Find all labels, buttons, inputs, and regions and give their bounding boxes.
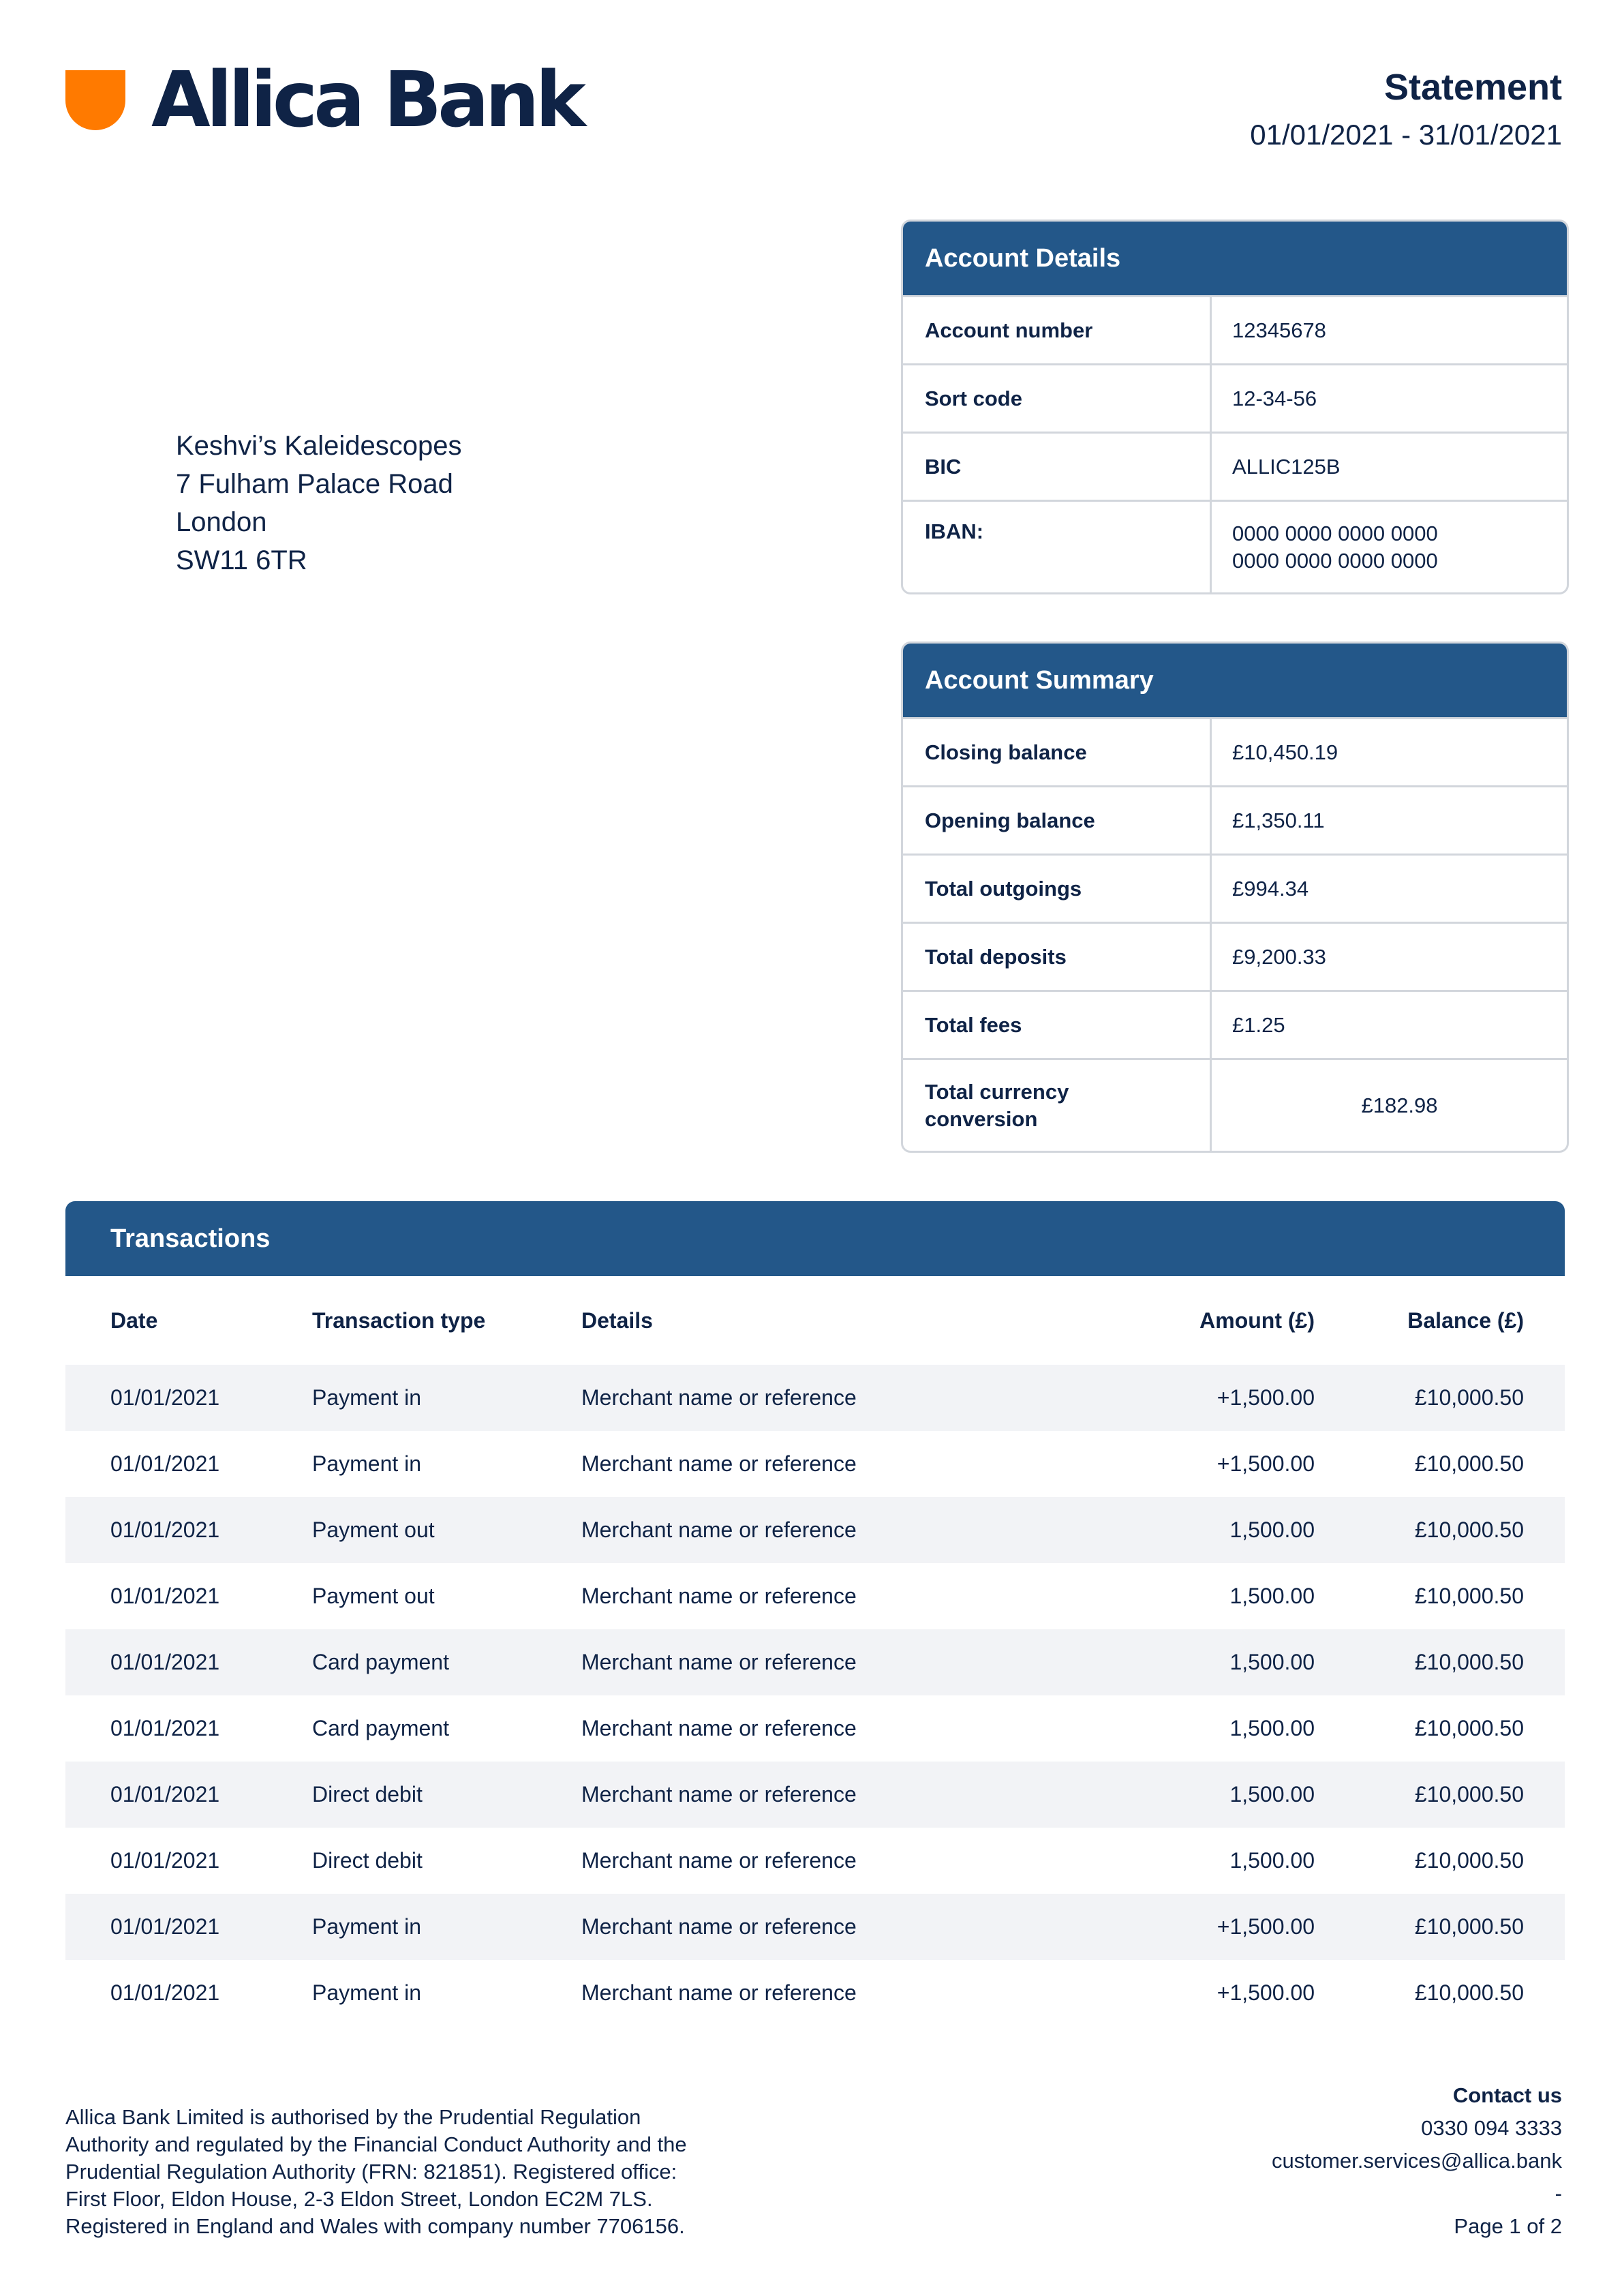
row-label: Total deposits: [903, 924, 1212, 990]
row-value: ALLIC125B: [1232, 454, 1341, 479]
row-label: Account number: [903, 297, 1212, 363]
cell-details: Merchant name or reference: [581, 1716, 857, 1740]
cell-date: 01/01/2021: [110, 1584, 220, 1608]
cell-balance: £10,000.50: [1414, 1584, 1524, 1608]
contact-email: customer.services@allica.bank: [1271, 2149, 1562, 2173]
table-row: [65, 1431, 1565, 1497]
cell-balance: £10,000.50: [1414, 1650, 1524, 1674]
cell-amount: 1,500.00: [1229, 1517, 1315, 1542]
row-label: IBAN:: [903, 502, 1212, 592]
table-row: [903, 432, 1567, 500]
cell-date: 01/01/2021: [110, 1650, 220, 1674]
cell-type: Payment out: [312, 1517, 435, 1542]
row-value: 12345678: [1232, 318, 1326, 342]
cell-balance: £10,000.50: [1414, 1782, 1524, 1807]
cell-type: Direct debit: [312, 1782, 423, 1807]
table-row: [903, 990, 1567, 1058]
row-label: BIC: [903, 434, 1212, 500]
row-label: Closing balance: [903, 719, 1212, 785]
bank-logo: [65, 56, 582, 145]
address-line: London: [176, 507, 267, 537]
cell-date: 01/01/2021: [110, 1385, 220, 1410]
shield-logo-icon: [65, 70, 125, 130]
row-value: £182.98: [1361, 1093, 1438, 1117]
row-value: £1,350.11: [1232, 808, 1325, 832]
cell-balance: £10,000.50: [1414, 1914, 1524, 1939]
row-label: Sort code: [903, 365, 1212, 432]
statement-title: Statement: [1383, 67, 1562, 108]
row-value: £1.25: [1232, 1012, 1285, 1037]
row-label-line: Total currency: [925, 1079, 1069, 1104]
cell-details: Merchant name or reference: [581, 1451, 857, 1476]
contact-separator: -: [1555, 2181, 1562, 2205]
cell-balance: £10,000.50: [1414, 1451, 1524, 1476]
cell-amount: 1,500.00: [1229, 1584, 1315, 1608]
account-summary-title: Account Summary: [903, 644, 1567, 717]
cell-type: Card payment: [312, 1716, 449, 1740]
cell-date: 01/01/2021: [110, 1914, 220, 1939]
row-value: £994.34: [1232, 876, 1309, 901]
row-label: Total fees: [903, 992, 1212, 1058]
cell-type: Payment in: [312, 1980, 422, 2005]
table-row: [903, 854, 1567, 922]
cell-details: Merchant name or reference: [581, 1385, 857, 1410]
cell-balance: £10,000.50: [1414, 1848, 1524, 1873]
cell-amount: +1,500.00: [1216, 1914, 1315, 1939]
cell-amount: 1,500.00: [1229, 1716, 1315, 1740]
table-row: [65, 1762, 1565, 1828]
address-line: SW11 6TR: [176, 545, 307, 575]
page-number: Page 1 of 2: [1454, 2214, 1562, 2238]
contact-title: Contact us: [1452, 2083, 1562, 2107]
transactions-title: Transactions: [65, 1201, 1565, 1276]
table-row: [65, 1563, 1565, 1629]
cell-details: Merchant name or reference: [581, 1782, 857, 1807]
cell-type: Card payment: [312, 1650, 449, 1674]
cell-details: Merchant name or reference: [581, 1848, 857, 1873]
iban-line: 0000 0000 0000 0000: [1232, 521, 1438, 545]
statement-period: 01/01/2021 - 31/01/2021: [1250, 119, 1562, 151]
cell-details: Merchant name or reference: [581, 1584, 857, 1608]
table-row: [65, 1960, 1565, 2026]
column-header-balance: Balance (£): [1407, 1308, 1524, 1333]
address-line: Keshvi’s Kaleidescopes: [176, 431, 462, 461]
statement-header: [1250, 64, 1562, 158]
legal-notice: [65, 2104, 856, 2240]
cell-details: Merchant name or reference: [581, 1517, 857, 1542]
column-header-date: Date: [110, 1308, 158, 1333]
column-header-amount: Amount (£): [1199, 1308, 1315, 1333]
cell-details: Merchant name or reference: [581, 1980, 857, 2005]
address-line: 7 Fulham Palace Road: [176, 469, 453, 499]
row-label: Opening balance: [903, 787, 1212, 854]
table-row: [903, 1058, 1567, 1151]
table-row: [903, 363, 1567, 432]
bank-name: Allica Bank: [151, 56, 582, 145]
legal-line: Registered in England and Wales with company number 7706156.: [65, 2214, 685, 2238]
cell-date: 01/01/2021: [110, 1782, 220, 1807]
row-label: Total outgoings: [903, 856, 1212, 922]
contact-block: [1272, 2079, 1562, 2243]
legal-line: Prudential Regulation Authority (FRN: 821851). Registered office:: [65, 2160, 677, 2184]
row-value: 12-34-56: [1232, 386, 1317, 410]
table-row: [903, 785, 1567, 854]
iban-line: 0000 0000 0000 0000: [1232, 548, 1438, 573]
account-details-title: Account Details: [903, 222, 1567, 295]
row-label: [903, 1060, 1212, 1151]
cell-amount: +1,500.00: [1216, 1451, 1315, 1476]
cell-type: Payment in: [312, 1914, 422, 1939]
table-row: [65, 1894, 1565, 1960]
cell-date: 01/01/2021: [110, 1716, 220, 1740]
row-value: £10,450.19: [1232, 740, 1338, 764]
table-row: [65, 1365, 1565, 1431]
account-summary-table: [901, 641, 1569, 1153]
legal-line: Authority and regulated by the Financial Conduct Authority and the: [65, 2132, 687, 2156]
cell-type: Payment in: [312, 1385, 422, 1410]
table-row: [903, 295, 1567, 363]
cell-date: 01/01/2021: [110, 1451, 220, 1476]
column-header-details: Details: [581, 1308, 653, 1333]
cell-type: Payment out: [312, 1584, 435, 1608]
table-row: [903, 500, 1567, 592]
row-value: £9,200.33: [1232, 944, 1326, 969]
row-label-line: conversion: [925, 1106, 1038, 1131]
legal-line: First Floor, Eldon House, 2-3 Eldon Street, London EC2M 7LS.: [65, 2187, 653, 2211]
table-row: [65, 1828, 1565, 1894]
legal-line: Allica Bank Limited is authorised by the Prudential Regulation: [65, 2105, 641, 2129]
table-row: [903, 717, 1567, 785]
account-details-table: [901, 220, 1569, 594]
cell-amount: +1,500.00: [1216, 1980, 1315, 2005]
cell-date: 01/01/2021: [110, 1517, 220, 1542]
cell-date: 01/01/2021: [110, 1848, 220, 1873]
cell-balance: £10,000.50: [1414, 1716, 1524, 1740]
cell-balance: £10,000.50: [1414, 1980, 1524, 2005]
cell-date: 01/01/2021: [110, 1980, 220, 2005]
cell-type: Direct debit: [312, 1848, 423, 1873]
table-header-row: [65, 1276, 1565, 1365]
contact-phone: 0330 094 3333: [1421, 2116, 1562, 2140]
cell-details: Merchant name or reference: [581, 1914, 857, 1939]
cell-type: Payment in: [312, 1451, 422, 1476]
cell-balance: £10,000.50: [1414, 1385, 1524, 1410]
table-row: [65, 1695, 1565, 1762]
cell-amount: 1,500.00: [1229, 1650, 1315, 1674]
cell-details: Merchant name or reference: [581, 1650, 857, 1674]
cell-balance: £10,000.50: [1414, 1517, 1524, 1542]
cell-amount: 1,500.00: [1229, 1848, 1315, 1873]
customer-address: [176, 427, 462, 579]
cell-amount: +1,500.00: [1216, 1385, 1315, 1410]
column-header-type: Transaction type: [312, 1308, 486, 1333]
table-row: [903, 922, 1567, 990]
transactions-table: [65, 1201, 1565, 2026]
row-value: [1212, 502, 1567, 592]
table-row: [65, 1629, 1565, 1695]
table-row: [65, 1497, 1565, 1563]
cell-amount: 1,500.00: [1229, 1782, 1315, 1807]
